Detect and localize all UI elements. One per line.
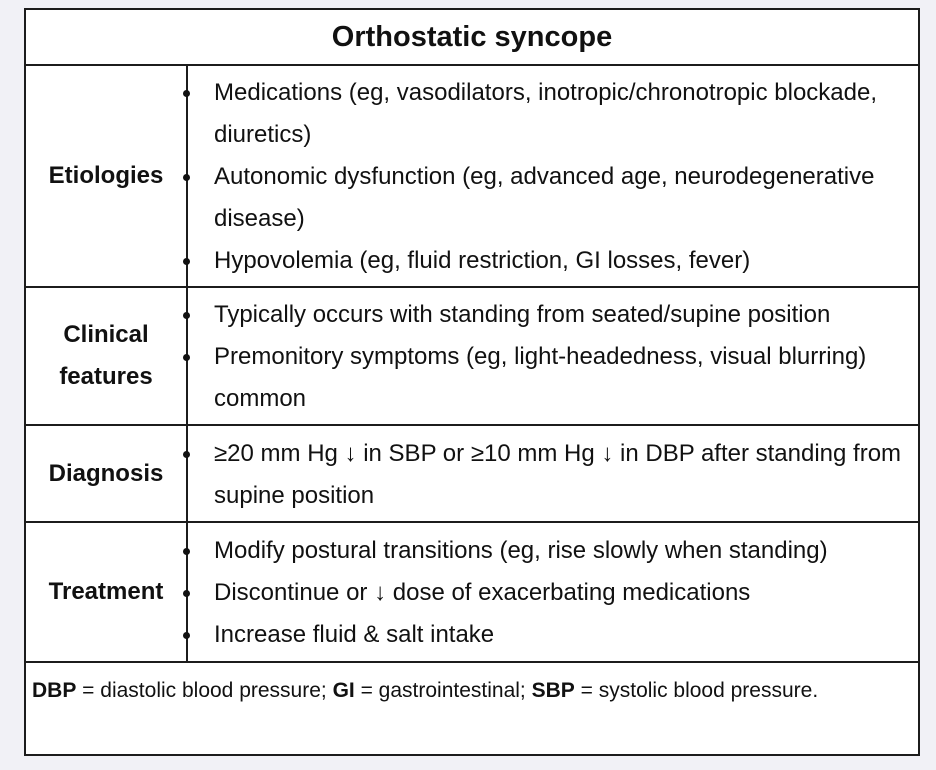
- row-content-diagnosis: [188, 426, 918, 521]
- list-item: Modify postural transitions (eg, rise slowly when standing): [214, 530, 914, 572]
- table-title: Orthostatic syncope: [26, 10, 918, 66]
- row-label-clinical-features: Clinical features: [26, 288, 188, 424]
- bullet-icon: [183, 451, 190, 458]
- list-item: Typically occurs with standing from seated/supine position: [214, 294, 914, 336]
- bullet-icon: [183, 548, 190, 555]
- list-item: ≥20 mm Hg ↓ in SBP or ≥10 mm Hg ↓ in DBP after standing from supine position: [214, 433, 914, 517]
- list-item: Medications (eg, vasodilators, inotropic/chronotropic blockade, diuretics): [214, 72, 914, 156]
- row-label-treatment: Treatment: [26, 523, 188, 661]
- bullet-icon: [183, 590, 190, 597]
- row-content-etiologies: [188, 66, 918, 286]
- list-item: Discontinue or ↓ dose of exacerbating medications: [214, 572, 914, 614]
- table-row-etiologies: [26, 66, 918, 288]
- list-item: Hypovolemia (eg, fluid restriction, GI losses, fever): [214, 240, 914, 282]
- row-label-diagnosis: Diagnosis: [26, 426, 188, 521]
- bullet-icon: [183, 174, 190, 181]
- bullet-icon: [183, 90, 190, 97]
- row-label-etiologies: Etiologies: [26, 66, 188, 286]
- row-content-treatment: [188, 523, 918, 661]
- list-item: Autonomic dysfunction (eg, advanced age, neurodegenerative disease): [214, 156, 914, 240]
- table-row-treatment: [26, 523, 918, 663]
- row-content-clinical-features: [188, 288, 918, 424]
- table-row-diagnosis: [26, 426, 918, 523]
- bullet-icon: [183, 258, 190, 265]
- bullet-icon: [183, 632, 190, 639]
- bullet-icon: [183, 312, 190, 319]
- bullet-icon: [183, 354, 190, 361]
- list-item: Increase fluid & salt intake: [214, 614, 914, 656]
- table-row-clinical-features: [26, 288, 918, 426]
- list-item: Premonitory symptoms (eg, light-headedness, visual blurring) common: [214, 336, 914, 420]
- syncope-table: [24, 8, 920, 756]
- abbreviations-footnote: DBP = diastolic blood pressure; GI = gastrointestinal; SBP = systolic blood pressure.: [32, 679, 819, 702]
